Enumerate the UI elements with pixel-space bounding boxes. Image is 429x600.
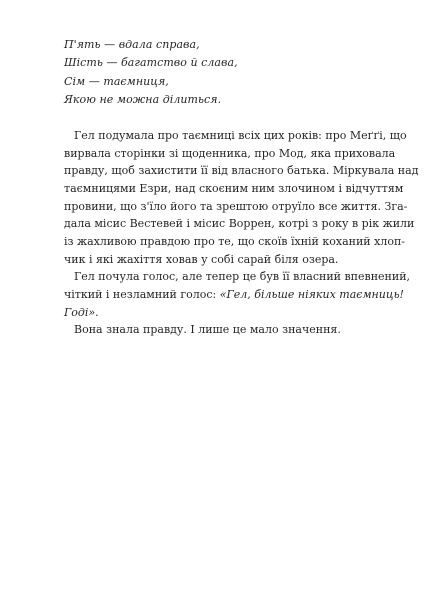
paragraph-2-quote: Годі» xyxy=(64,305,96,319)
verse-line: Шість — багатство й слава, xyxy=(64,56,238,70)
paragraph-1-line: дала місис Вестевей і місис Воррен, котрі з року в рік жили xyxy=(64,217,415,231)
paragraph-2-quote: «Гел, більше ніяких таємниць! xyxy=(219,287,404,301)
paragraph-1-line: провини, що з'їло його та зрештою отруїло все життя. Зга- xyxy=(64,199,408,213)
paragraph-1-line: чик і які жахіття ховав у собі сарай біля озера. xyxy=(64,252,339,266)
verse-line: П'ять — вдала справа, xyxy=(64,38,200,51)
paragraph-2-line xyxy=(64,286,404,304)
verse-line: Сім — таємниця, xyxy=(64,74,169,88)
paragraph-2-line: Гел почула голос, але тепер це був її власний впевнений, xyxy=(74,270,411,284)
paragraph-1-line: вирвала сторінки зі щоденника, про Мод, яка приховала xyxy=(64,146,396,160)
verse-line: Якою не можна ділиться. xyxy=(64,92,222,106)
paragraph-2-line xyxy=(64,304,362,322)
paragraph-2-text: . xyxy=(95,305,99,319)
epigraph-verse xyxy=(64,36,364,109)
paragraph-2-text: чіткий і незламний голос: xyxy=(64,287,220,301)
paragraph-1-line: із жахливою правдою про те, що скоїв їхній коханий хлоп- xyxy=(64,234,405,248)
paragraph-3-line: Вона знала правду. І лише це мало значення. xyxy=(74,323,341,337)
paragraph-1-line: правду, щоб захистити її від власного батька. Міркувала над xyxy=(64,164,419,178)
body-text xyxy=(64,127,419,339)
paragraph-1-line: Гел подумала про таємниці всіх цих років: про Меґґі, що xyxy=(74,129,407,142)
paragraph-1-line: таємницями Езри, над скоєним ним злочином і відчуттям xyxy=(64,181,404,195)
